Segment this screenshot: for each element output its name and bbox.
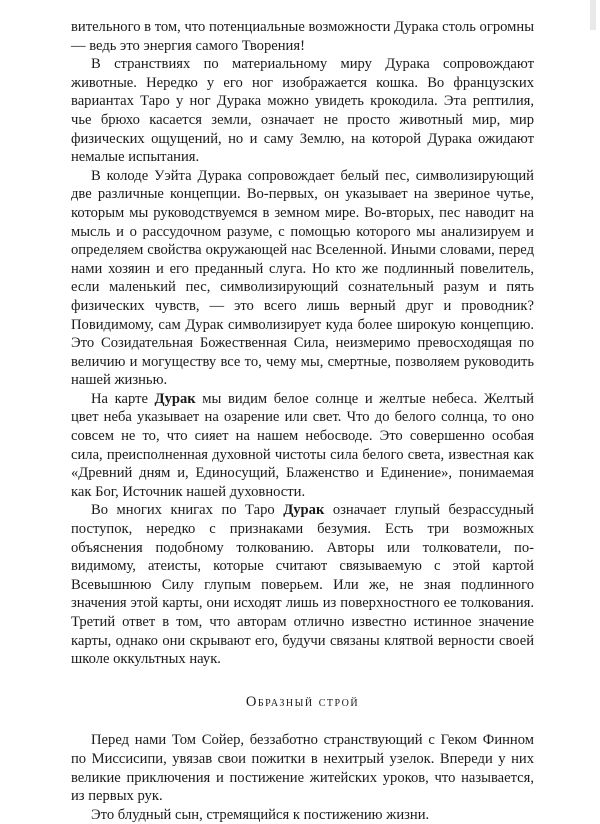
paragraph-4-rest: мы видим белое солнце и желтые небеса. Желтый цвет неба указывает на озарение или свет. Что до белого солнца, то оно совсем не то, что сияет на нашем небосводе. Это совершенно особая сила, преисполненная духовной чистоты сила белого света, известная как «Древний дням и, Единосущий, Блаженство и Единение», понимаемая как Бог, Источник нашей духовности. — [71, 390, 534, 500]
paragraph-4 — [71, 390, 534, 502]
paragraph-5-rest: означает глупый безрассудный поступок, нередко с признаками безумия. Есть три возможных объяснения подобному толкованию. Авторы или толкователи, по-видимому, атеисты, которые считают связываемую с этой картой Всевышнюю Силу глупым поверьем. Или же, не зная подлинного значения этой карты, они исходят лишь из поверхностного ее толкования. Третий ответ в том, что авторам отлично известно истинное значение карты, однако они скрывают его, будучи связаны клятвой верности своей школе оккультных наук. — [71, 502, 534, 668]
paragraph-1: вительного в том, что потенциальные возможности Дурака столь огромны — ведь это энергия самого Творения! — [71, 19, 534, 54]
paragraph-7: Это блудный сын, стремящийся к постижению жизни. — [91, 806, 430, 823]
card-name-bold: Дурак — [154, 390, 196, 407]
paragraph-6: Перед нами Том Сойер, беззаботно странствующий с Геком Финном по Миссисипи, увязав свои пожитки в нехитрый узелок. Впереди у них великие приключения и постижение житейских уроков, что называется, из первых рук. — [71, 732, 534, 805]
page-edge-shadow — [590, 0, 596, 30]
paragraph-3: В колоде Уэйта Дурака сопровождает белый пес, символизирующий две различные концепции. Во-первых, он указывает на звериное чутье, которым мы руководствуемся в земном мире. Во-вторых, пес наводит на мысль и о рассудочном разуме, с помощью которого мы анализируем и определяем свойства окружающей нас Вселенной. Иными словами, перед нами хозяин и его преданный слуга. Но кто же подлинный повелитель, если маленький пес, символизирующий сознательный разум и пять физических чувств, — это всего лишь верный друг и проводник? Повидимому, сам Дурак символизирует куда более широкую концепцию. Это Созидательная Божественная Сила, неизмеримо превосходящая по величию и могуществу все то, чему мы, смертные, позволяем руководить нашей жизнью. — [71, 167, 534, 389]
paragraph-2: В странствиях по материальному миру Дурака сопровождают животные. Нередко у его ног изображается кошка. Во французских вариантах Таро у ног Дурака можно увидеть крокодила. Эта рептилия, чье брюхо касается земли, означает не просто животный мир, мир физических ощущений, но и саму Землю, на которой Дурака ожидают немалые испытания. — [71, 56, 534, 166]
paragraph-5 — [71, 501, 534, 668]
card-name-bold: Дурак — [283, 502, 325, 519]
paragraph-5-lead: Во многих книгах по Таро — [91, 502, 284, 519]
section-heading: Образный строй — [245, 693, 360, 710]
paragraph-4-lead: На карте — [91, 390, 155, 407]
